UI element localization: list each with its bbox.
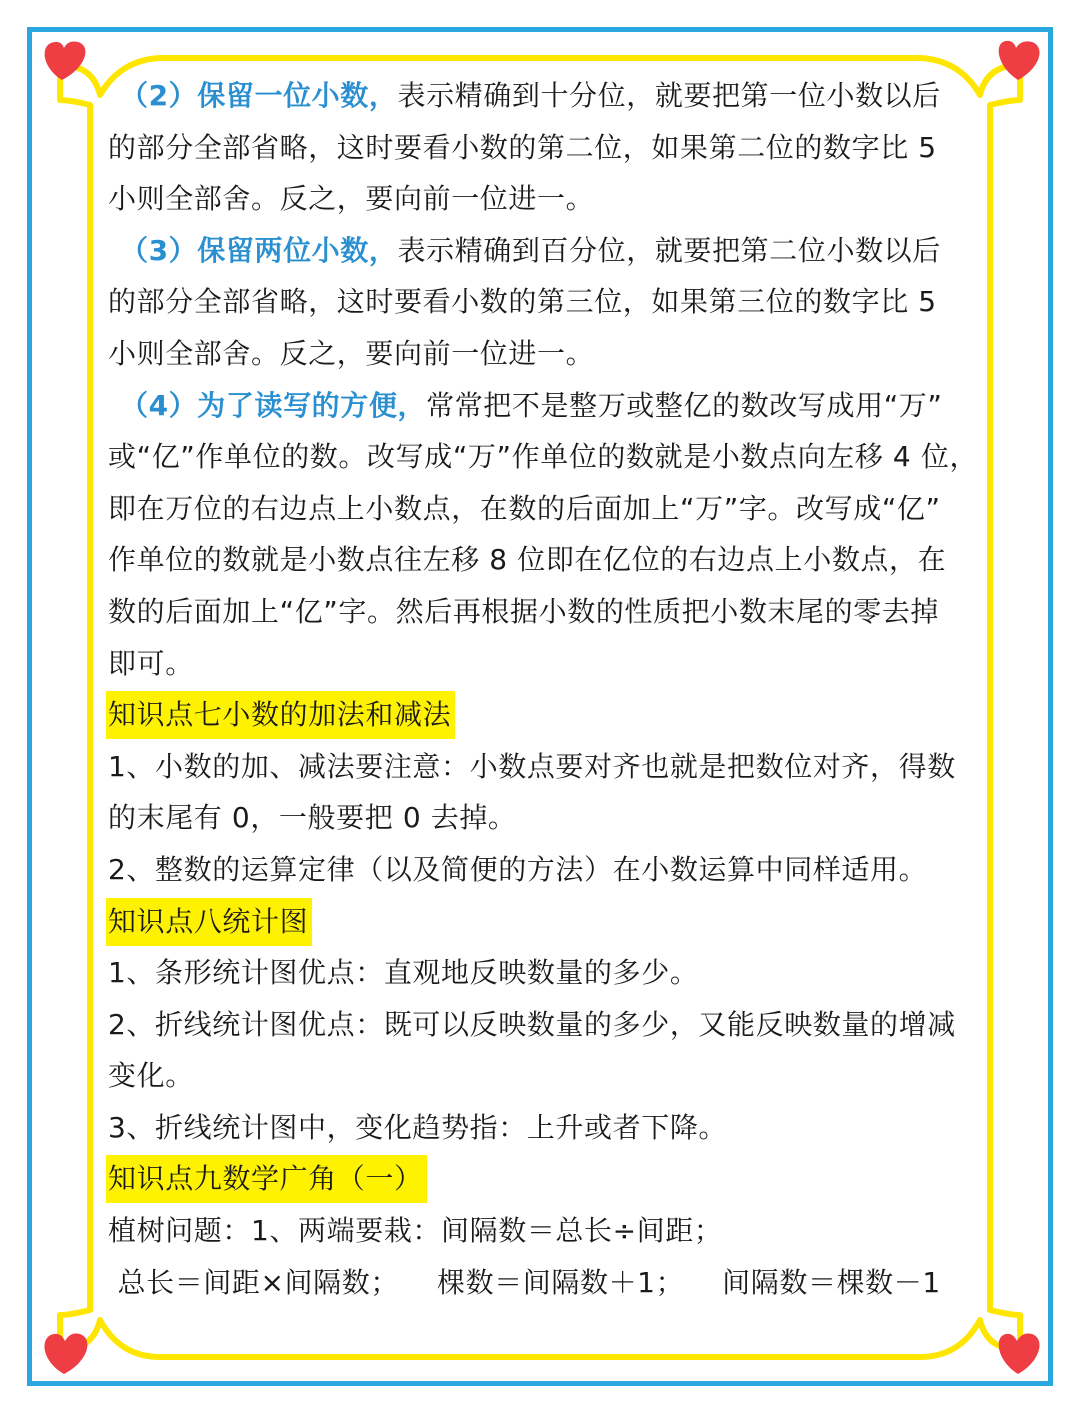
k7-item1-line2: 的末尾有 0，一般要把 0 去掉。 — [108, 801, 517, 835]
k7-item1-line1: 1、小数的加、减法要注意：小数点要对齐也就是把数位对齐，得数 — [108, 749, 956, 783]
k8-heading: 知识点八统计图 — [106, 898, 312, 946]
k9-line1: 植树问题：1、两端要栽：间隔数＝总长÷间距； — [108, 1214, 723, 1248]
k8-item2-line1: 2、折线统计图优点：既可以反映数量的多少，又能反映数量的增减 — [108, 1007, 956, 1041]
sec3-line3: 小则全部舍。反之，要向前一位进一。 — [108, 336, 595, 370]
sec3-line2: 的部分全部省略，这时要看小数的第三位，如果第三位的数字比 5 — [108, 285, 937, 319]
sec4-line1: （4）为了读写的方便，常常把不是整万或整亿的数改写成用“万” — [120, 388, 943, 422]
k7-item2: 2、整数的运算定律（以及简便的方法）在小数运算中同样适用。 — [108, 852, 928, 886]
sec4-line5: 数的后面加上“亿”字。然后再根据小数的性质把小数末尾的零去掉 — [108, 594, 940, 628]
k8-item3: 3、折线统计图中，变化趋势指：上升或者下降。 — [108, 1110, 728, 1144]
heart-icon-top-right — [999, 41, 1040, 80]
sec3-line1: （3）保留两位小数，表示精确到百分位，就要把第二位小数以后 — [120, 233, 941, 267]
sec4-line3: 即在万位的右边点上小数点，在数的后面加上“万”字。改写成“亿” — [108, 491, 941, 525]
k7-heading: 知识点七小数的加法和减法 — [106, 691, 455, 739]
sec2-line3: 小则全部舍。反之，要向前一位进一。 — [108, 182, 595, 216]
sec4-line2: 或“亿”作单位的数。改写成“万”作单位的数就是小数点向左移 4 位， — [108, 440, 979, 474]
sec4-line6: 即可。 — [108, 646, 194, 680]
sec2-title: （2）保留一位小数， — [120, 79, 398, 112]
sec2-line1: （2）保留一位小数，表示精确到十分位，就要把第一位小数以后 — [120, 79, 941, 112]
sec4-line4: 作单位的数就是小数点往左移 8 位即在亿位的右边点上小数点，在 — [108, 543, 947, 577]
heart-icon-bottom-left — [45, 1333, 88, 1374]
k9-heading: 知识点九数学广角（一） — [106, 1155, 427, 1203]
k8-item1: 1、条形统计图优点：直观地反映数量的多少。 — [108, 956, 699, 990]
sec4-title: （4）为了读写的方便， — [120, 388, 427, 422]
k9-line2: 总长＝间距×间隔数； 棵数＝间隔数＋1； 间隔数＝棵数－1 — [108, 1265, 941, 1299]
sec2-line2: 的部分全部省略，这时要看小数的第二位，如果第二位的数字比 5 — [108, 130, 937, 164]
k8-item2-line2: 变化。 — [108, 1059, 194, 1093]
heart-icon-bottom-right — [999, 1333, 1040, 1374]
heart-icon-top-left — [45, 41, 86, 80]
content — [108, 70, 983, 1308]
sec3-title: （3）保留两位小数， — [120, 233, 398, 267]
